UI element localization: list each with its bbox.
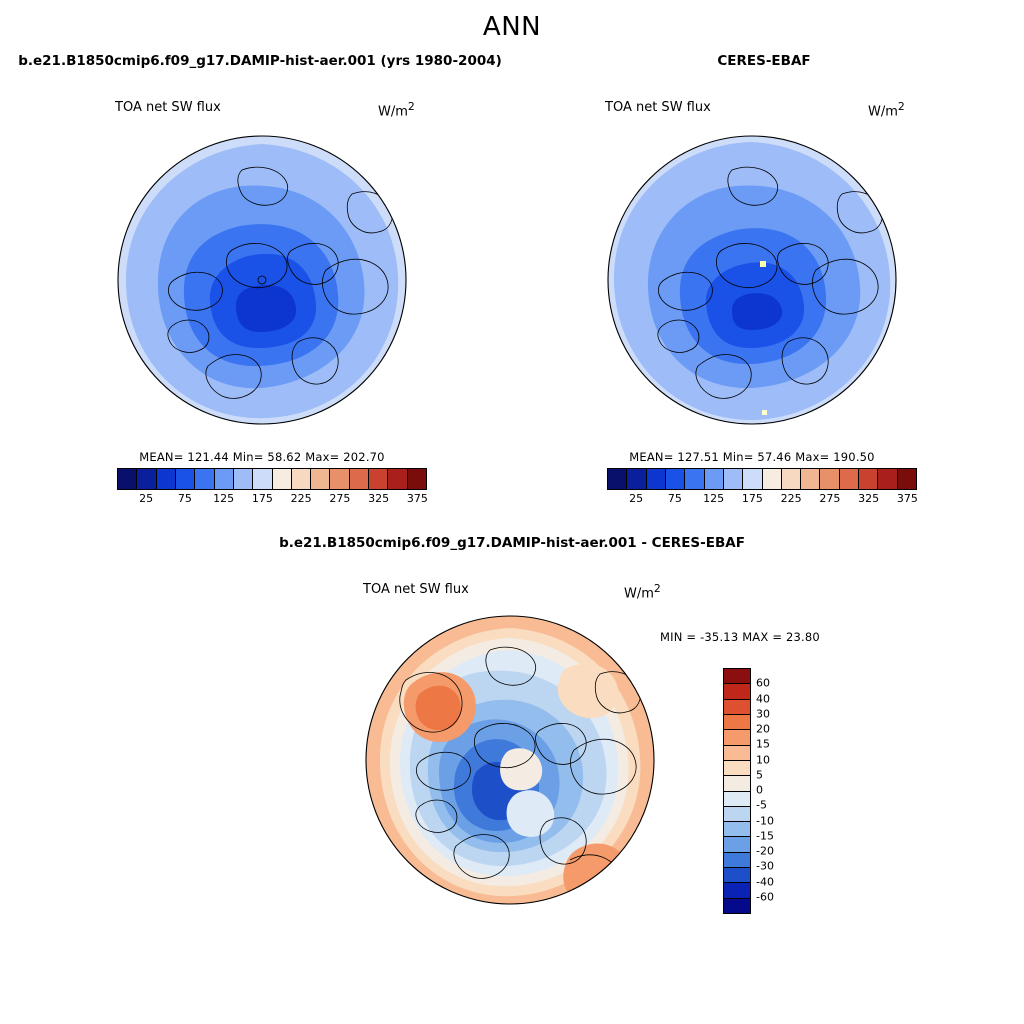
page-title: ANN bbox=[482, 12, 542, 42]
colorbar-obs bbox=[607, 468, 917, 506]
units-label-obs bbox=[868, 100, 905, 119]
tick-label: 75 bbox=[667, 492, 682, 505]
tick-label: 125 bbox=[213, 492, 235, 505]
variable-label-model: TOA net SW flux bbox=[115, 100, 221, 115]
polar-map-difference bbox=[360, 610, 660, 910]
tick-label: 30 bbox=[756, 707, 770, 721]
model-field-contours bbox=[118, 136, 406, 424]
panel-title-difference: b.e21.B1850cmip6.f09_g17.DAMIP-hist-aer.001 - CERES-EBAF bbox=[279, 535, 745, 551]
tick-label: 225 bbox=[290, 492, 312, 505]
colorbar-difference-labels bbox=[756, 668, 796, 912]
stats-model: MEAN= 121.44 Min= 58.62 Max= 202.70 bbox=[139, 450, 385, 464]
colorbar-model bbox=[117, 468, 427, 506]
tick-label: 40 bbox=[756, 692, 770, 705]
colorbar-model-ticks bbox=[117, 490, 427, 506]
units-text: W/m bbox=[868, 104, 898, 120]
colorbar-obs-ticks bbox=[607, 490, 917, 506]
max-marker-obs bbox=[762, 410, 767, 415]
units-label-difference bbox=[624, 582, 661, 601]
tick-label: 225 bbox=[780, 492, 802, 505]
tick-label: 0 bbox=[756, 783, 763, 797]
difference-field-contours bbox=[366, 616, 654, 908]
tick-label: -20 bbox=[756, 844, 774, 858]
obs-field-contours bbox=[608, 136, 896, 424]
tick-label: 175 bbox=[251, 492, 273, 505]
units-text: W/m bbox=[624, 586, 654, 602]
tick-label: 75 bbox=[177, 492, 192, 505]
tick-label: 15 bbox=[756, 737, 770, 751]
units-exponent: 2 bbox=[653, 582, 661, 595]
tick-label: -15 bbox=[756, 829, 774, 843]
polar-map-obs bbox=[602, 130, 902, 430]
tick-label: 20 bbox=[756, 722, 770, 736]
polar-map-obs-svg bbox=[602, 130, 902, 430]
stats-obs: MEAN= 127.51 Min= 57.46 Max= 190.50 bbox=[629, 450, 875, 464]
tick-label: 375 bbox=[406, 492, 428, 505]
units-exponent: 2 bbox=[897, 100, 905, 113]
tick-label: 5 bbox=[756, 768, 763, 782]
colorbar-difference-swatches bbox=[723, 668, 751, 914]
units-exponent: 2 bbox=[407, 100, 415, 113]
units-label-model bbox=[378, 100, 415, 119]
polar-map-model bbox=[112, 130, 412, 430]
tick-label: 325 bbox=[368, 492, 390, 505]
stats-difference: MIN = -35.13 MAX = 23.80 bbox=[660, 630, 820, 644]
tick-label: -10 bbox=[756, 814, 774, 827]
polar-map-difference-svg bbox=[360, 610, 660, 910]
panel-title-model: b.e21.B1850cmip6.f09_g17.DAMIP-hist-aer.001 (yrs 1980-2004) bbox=[18, 53, 502, 69]
tick-label: 375 bbox=[896, 492, 918, 505]
tick-label: 275 bbox=[329, 492, 351, 505]
colorbar-obs-swatches bbox=[607, 468, 917, 490]
tick-label: 325 bbox=[858, 492, 880, 505]
panel-title-obs: CERES-EBAF bbox=[717, 53, 811, 69]
tick-label: 25 bbox=[629, 492, 644, 505]
tick-label: 10 bbox=[756, 753, 770, 766]
tick-label: 25 bbox=[139, 492, 154, 505]
tick-label: -5 bbox=[756, 798, 767, 812]
polar-map-model-svg bbox=[112, 130, 412, 430]
tick-label: -30 bbox=[756, 859, 774, 873]
tick-label: -60 bbox=[756, 890, 774, 904]
variable-label-difference: TOA net SW flux bbox=[363, 582, 469, 597]
units-text: W/m bbox=[378, 104, 408, 120]
variable-label-obs: TOA net SW flux bbox=[605, 100, 711, 115]
tick-label: -40 bbox=[756, 875, 774, 888]
tick-label: 60 bbox=[756, 676, 770, 690]
tick-label: 125 bbox=[703, 492, 725, 505]
tick-label: 175 bbox=[741, 492, 763, 505]
tick-label: 275 bbox=[819, 492, 841, 505]
max-marker bbox=[760, 261, 766, 267]
colorbar-model-swatches bbox=[117, 468, 427, 490]
colorbar-difference bbox=[723, 668, 751, 914]
